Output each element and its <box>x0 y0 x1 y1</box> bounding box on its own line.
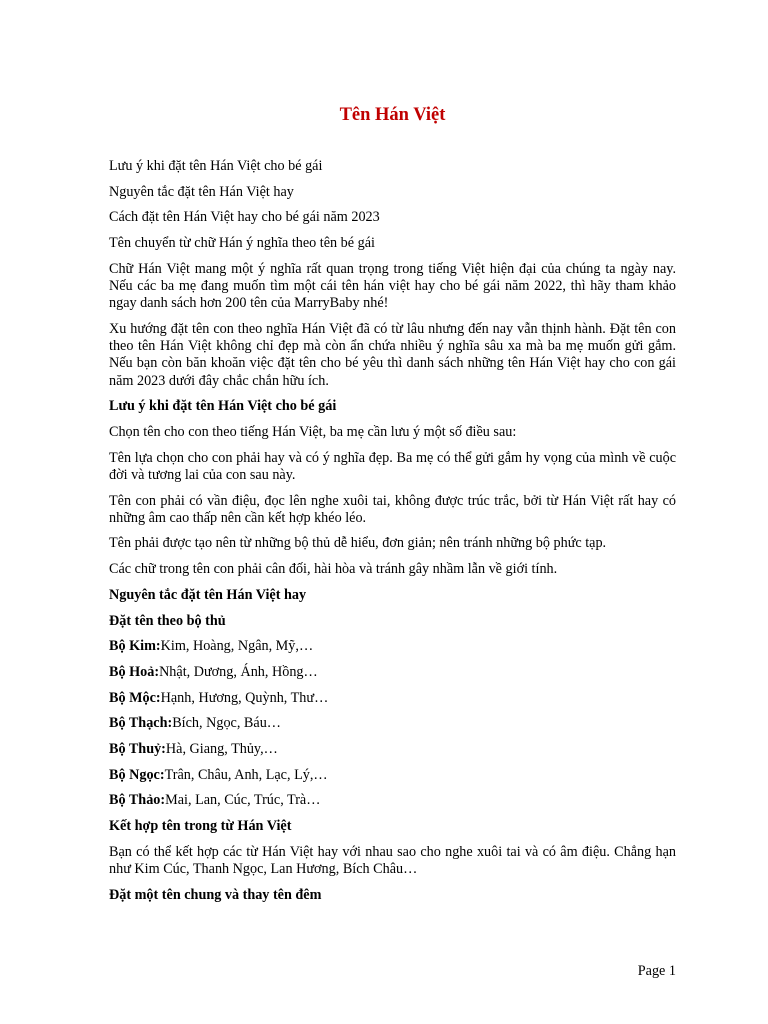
radical-item <box>109 664 676 681</box>
radical-item <box>109 690 676 707</box>
radical-item <box>109 715 676 732</box>
radical-item <box>109 792 676 809</box>
subsection-heading: Kết hợp tên trong từ Hán Việt <box>109 818 292 835</box>
radical-names: Mai, Lan, Cúc, Trúc, Trà… <box>165 792 321 809</box>
radical-label: Bộ Mộc: <box>109 689 161 706</box>
document-title: Tên Hán Việt <box>339 105 446 125</box>
toc-item: Lưu ý khi đặt tên Hán Việt cho bé gái <box>109 158 323 174</box>
radical-names: Bích, Ngọc, Báu… <box>172 715 281 732</box>
radical-label: Bộ Kim: <box>109 638 161 655</box>
radical-names: Hạnh, Hương, Quỳnh, Thư… <box>160 689 329 706</box>
radical-label: Bộ Thảo: <box>109 792 166 809</box>
radical-item <box>109 638 676 655</box>
radical-names: Hà, Giang, Thủy,… <box>165 741 278 758</box>
body-paragraph: Chọn tên cho con theo tiếng Hán Việt, ba mẹ cần lưu ý một số điều sau: <box>109 423 517 440</box>
radical-item <box>109 741 676 758</box>
intro-paragraph: Xu hướng đặt tên con theo nghĩa Hán Việt đã có từ lâu nhưng đến nay vẫn thịnh hành. Đặt tên con theo tên Hán Việt không chỉ đẹp mà còn ẩn chứa nhiều ý nghĩa sâu xa mà ba mẹ muốn gửi gắm. Nếu bạn còn băn khoăn việc đặt tên cho bé yêu thì danh sách những tên Hán Việt hay cho con gái năm 2023 dưới đây chắc chắn hữu ích. <box>109 320 676 389</box>
radical-names: Nhật, Dương, Ánh, Hồng… <box>159 663 318 680</box>
toc-item: Nguyên tắc đặt tên Hán Việt hay <box>109 183 294 200</box>
body-paragraph: Tên lựa chọn cho con phải hay và có ý nghĩa đẹp. Ba mẹ có thể gửi gắm hy vọng của mình về cuộc đời và tương lai của con sau này. <box>109 449 676 483</box>
toc-item: Tên chuyển từ chữ Hán ý nghĩa theo tên bé gái <box>109 235 375 252</box>
section-heading: Nguyên tắc đặt tên Hán Việt hay <box>109 586 307 603</box>
section-heading: Lưu ý khi đặt tên Hán Việt cho bé gái <box>109 398 337 415</box>
radical-label: Bộ Ngọc: <box>109 766 165 783</box>
toc-item: Cách đặt tên Hán Việt hay cho bé gái năm 2023 <box>109 209 380 226</box>
body-paragraph: Các chữ trong tên con phải cân đối, hài hòa và tránh gây nhầm lẫn về giới tính. <box>109 561 558 578</box>
body-paragraph: Bạn có thể kết hợp các từ Hán Việt hay với nhau sao cho nghe xuôi tai và có âm điệu. Chẳng hạn như Kim Cúc, Thanh Ngọc, Lan Hương, Bích Châu… <box>109 843 676 878</box>
page-number: Page 1 <box>637 963 676 979</box>
radical-names: Kim, Hoàng, Ngân, Mỹ,… <box>160 638 314 655</box>
radical-label: Bộ Hoả: <box>109 663 160 680</box>
radical-label: Bộ Thuỷ: <box>109 741 166 758</box>
subsection-heading: Đặt tên theo bộ thủ <box>109 612 226 629</box>
radical-names: Trân, Châu, Anh, Lạc, Lý,… <box>164 766 328 783</box>
intro-paragraph: Chữ Hán Việt mang một ý nghĩa rất quan trọng trong tiếng Việt hiện đại của chúng ta ngày nay. Nếu các ba mẹ đang muốn tìm một cái tên hán việt hay cho bé gái năm 2022, thì hãy tham khảo ngay danh sách hơn 200 tên của MarryBaby nhé! <box>109 260 676 312</box>
document-body <box>109 158 676 913</box>
radical-item <box>109 767 676 784</box>
body-paragraph: Tên con phải có vần điệu, đọc lên nghe xuôi tai, không được trúc trắc, bởi từ Hán Việt rất hay có những âm cao thấp nên cần kết hợp khéo léo. <box>109 492 676 526</box>
subsection-heading: Đặt một tên chung và thay tên đêm <box>109 886 322 903</box>
body-paragraph: Tên phải được tạo nên từ những bộ thủ dễ hiểu, đơn giản; nên tránh những bộ phức tạp. <box>109 535 607 552</box>
radical-label: Bộ Thạch: <box>109 715 173 732</box>
